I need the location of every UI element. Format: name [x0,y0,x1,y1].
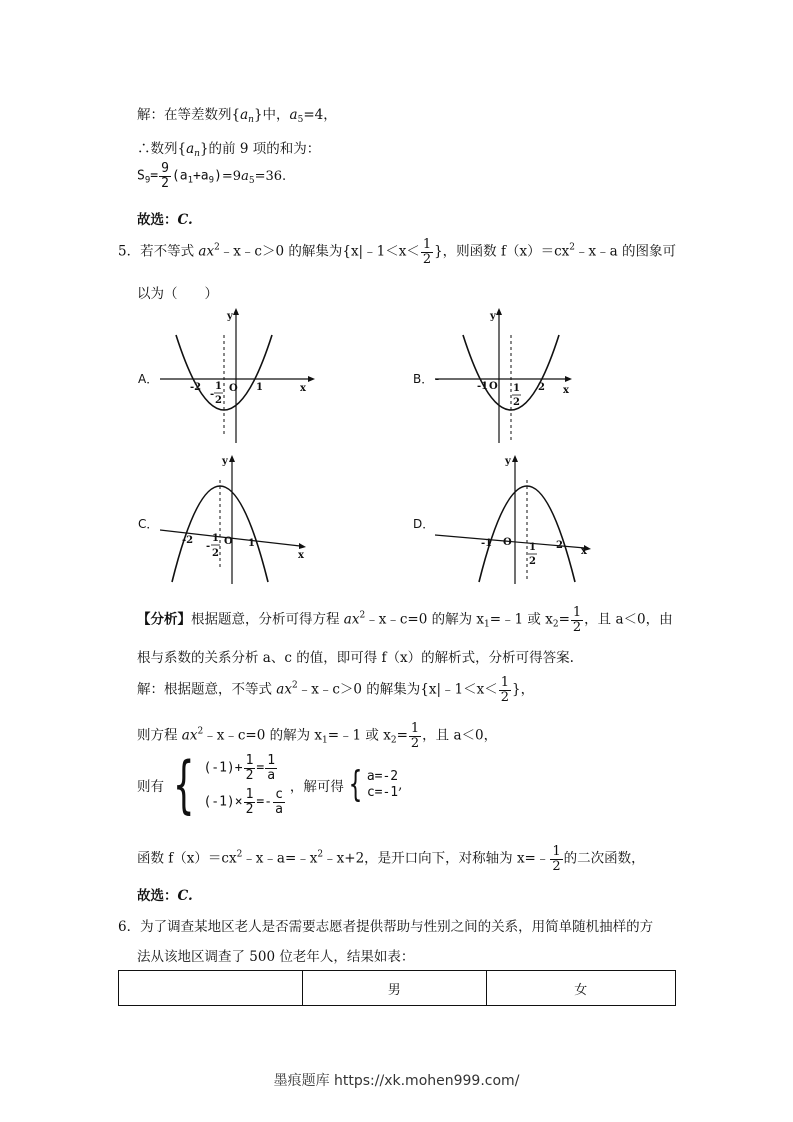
text: 在等差数列 [164,107,232,123]
tick-neg-1: -1 [477,381,489,392]
q6-stem-line-1 [118,915,653,935]
therefore-symbol: ∴ [137,141,151,157]
q4-choice [137,208,193,228]
text: ，解可得 [289,779,344,796]
q4-solution-line-1: 解：在等差数列$\{a_n\}$中，$a_5=4$， [137,107,337,125]
axis-x-label: x [581,546,587,557]
s-symbol: S [137,168,145,184]
sub-n: n [248,115,254,125]
option-a-label[interactable]: A． [138,372,159,386]
numerator: c [275,787,283,803]
result-a: a=-2 [366,769,399,785]
choice-value: C. [177,212,193,228]
text: =9 [221,168,242,184]
survey-table [118,970,676,1006]
text: = [396,727,408,744]
origin-label: O [224,536,233,547]
text: 则有 [137,779,164,796]
text: 的二次函数， [563,850,645,867]
axis-y-label: y [227,311,233,322]
q5-solution-line-2: 则方程 $ax^2﹣x﹣c=0$ 的解为 $x_1=﹣1$ 或 $x_2=$ $\frac{1}{2}$ ，且 a＜0， [137,721,498,751]
tick-half-num: 1 [513,383,520,394]
left-brace-small: { [348,764,363,806]
sub-1: 1 [483,619,490,630]
table-row [119,971,676,1006]
axis-left-dash: - [435,374,440,385]
tick-half-den: 2 [212,548,219,559]
solution-label: 解： [137,681,164,698]
sub-1: 1 [187,175,193,186]
text: 法从该地区调查了 500 位老年人，结果如表： [137,949,415,965]
q5-analysis-line-2 [137,646,574,666]
denominator: a [267,767,276,783]
tick-half-num: 1 [529,542,536,553]
numerator: 1 [267,753,276,768]
axis-y-label: y [222,456,228,467]
text: }， [512,681,535,698]
system-rows [203,754,285,817]
text: 的前 9 项的和为： [208,141,321,157]
text: (-1)+ [203,760,243,776]
q5-function-line: 函数 $f(x)=cx^2﹣x﹣a=﹣x^2﹣x+2$，是开口向下，对称轴为 x=﹣ $\frac{1}{2}$ 的二次函数， [137,844,645,874]
text: 则方程 [137,727,178,744]
text: 若不等式 [140,243,195,260]
text: =36. [254,168,287,184]
sub-9: 9 [144,175,151,186]
axis-x-label: x [300,383,306,394]
tick-neg-1: -1 [481,538,493,549]
option-d-label[interactable]: D． [413,517,435,531]
graph-option-c[interactable] [160,450,320,590]
graph-option-b[interactable] [435,305,595,445]
numerator: 9 [161,161,169,176]
option-c-label[interactable]: C． [138,517,159,531]
text: }，则函数 f（x）＝cx [434,243,570,260]
text: 根据题意，分析可得方程 [191,611,340,628]
question-number: 5． [118,243,141,260]
text: ﹣x﹣c=0 的解为 x [203,727,322,744]
page-footer: 墨痕题库 https://xk.mohen999.com/ [273,1073,520,1089]
exponent-2: 2 [214,242,220,253]
text: =- [256,794,273,810]
text: 为了调查某地区老人是否需要志愿者提供帮助与性别之间的关系，用简单随机抽样的方 [140,919,654,935]
tick-1: 1 [248,538,255,549]
text: =﹣1 或 x [327,727,391,744]
solution-label: 解： [137,107,164,123]
text: ﹣x+2，是开口向下，对称轴为 x=﹣ [323,850,550,867]
result-c: c=-1 [366,785,399,801]
axis-x-label: x [298,550,304,561]
text: ﹣x﹣a 的图象可 [575,243,676,260]
text: = [256,760,265,776]
sub-5: 5 [297,115,304,125]
tick-1: 1 [256,382,263,393]
fraction-one-half [421,238,433,266]
tick-half-num: 1 [215,381,222,392]
var-ax: ax [198,243,215,260]
text: 中， [262,107,290,123]
q4-s9-formula: $S_9=$ $\frac{9}{2}$ $(a_1+a_9)=9a_5=36$. [137,161,287,191]
text: , [398,777,403,794]
axis-x-label: x [563,385,569,396]
q5-equation-system [137,748,403,822]
origin-label: O [489,381,498,392]
analysis-tag: 【分析】 [137,611,191,628]
text: ﹣x﹣a=﹣x [242,850,318,867]
text: (-1)× [203,794,243,810]
tick-neg-sign: - [206,541,211,552]
a5-value: =4， [303,107,337,123]
table-header-female: 女 [486,971,675,1006]
text: =﹣1 或 x [489,611,553,628]
choice-label: 故选： [137,888,178,904]
var-a: a [240,107,249,123]
denominator: 2 [422,251,432,267]
text: 以为（ ） [137,286,218,302]
q4-solution-line-2: ∴数列$\{a_n\}$的前 9 项的和为： [137,141,321,159]
tick-neg-2: -2 [190,382,202,393]
origin-label: O [229,383,238,394]
text: = [558,611,570,628]
text: ) [214,168,222,184]
text: +a [192,168,209,184]
text: 根与系数的关系分析 a、c 的值，即可得 f（x）的解析式，分析可得答案. [137,650,574,666]
tick-half-den: 2 [513,397,520,408]
tick-half-den: 2 [529,556,536,567]
q5-analysis-line-1: 【分析】根据题意，分析可得方程 $ax^2﹣x﹣c=0$ 的解为 $x_1=﹣1$ 或 $x_2=$ $\frac{1}{2}$ ，且 a＜0，由 [137,605,673,635]
origin-label: O [503,537,512,548]
text: (a [171,168,188,184]
text: ，且 a＜0，由 [584,611,673,628]
choice-value: C. [177,888,193,904]
tick-2: 2 [556,540,563,551]
text: ﹣x﹣c=0 的解为 x [365,611,484,628]
q5-solution-line-1: 解：根据题意，不等式 $ax^2﹣x﹣c>0$ 的解集为{x|﹣1＜x＜ $\frac{1}{2}$ }， [137,675,535,705]
choice-label: 故选： [137,212,178,228]
system-row-1: (-1)+ $\frac{1}{2}$ = $\frac{1}{a}$ [203,753,276,783]
numerator: 1 [422,237,432,252]
text: 函数 f（x）＝cx [137,850,237,867]
table-header-cell [119,971,303,1006]
axis-y-label: y [505,456,511,467]
equals: = [150,168,159,184]
option-b-label[interactable]: B． [413,372,434,386]
table-header-male: 男 [302,971,486,1006]
tick-2: 2 [538,382,545,393]
tick-half-den: 2 [215,395,222,406]
q5-choice [137,884,193,904]
sub-9: 9 [208,175,215,186]
graph-option-a[interactable] [160,305,320,445]
text: ﹣x﹣c＞0 的解集为{x|﹣1＜x＜ [297,681,498,698]
axis-y-label: y [490,311,496,322]
text: ，且 a＜0， [422,727,498,744]
left-brace: { [172,748,195,822]
q6-stem-line-2 [137,945,414,965]
q5-stem-line-1: 5．若不等式 $ax^2﹣x﹣c>0$ 的解集为{x|﹣1＜x＜ $\frac{1}{2}$ }，则函数 $f(x)=cx^2﹣x﹣a$ 的图象可 [118,237,676,267]
denominator: a [275,801,283,817]
tick-neg-2: -2 [182,535,194,546]
text: ﹣x﹣c＞0 的解集为{x|﹣1＜x＜ [219,243,420,260]
q5-stem-line-2 [137,282,218,302]
graph-option-d[interactable] [435,450,595,590]
tick-half-num: 1 [212,533,219,544]
text: 数列 [150,141,178,157]
text: 根据题意，不等式 [164,681,272,698]
sub-2: 2 [552,619,559,630]
system-row-2: (-1)× $\frac{1}{2}$ =- $\frac{c}{a}$ [203,787,283,817]
result-rows [367,769,398,802]
question-number: 6． [118,919,141,935]
denominator: 2 [161,175,169,191]
fraction-9-over-2 [159,162,171,190]
tick-neg-sign: - [210,389,215,400]
